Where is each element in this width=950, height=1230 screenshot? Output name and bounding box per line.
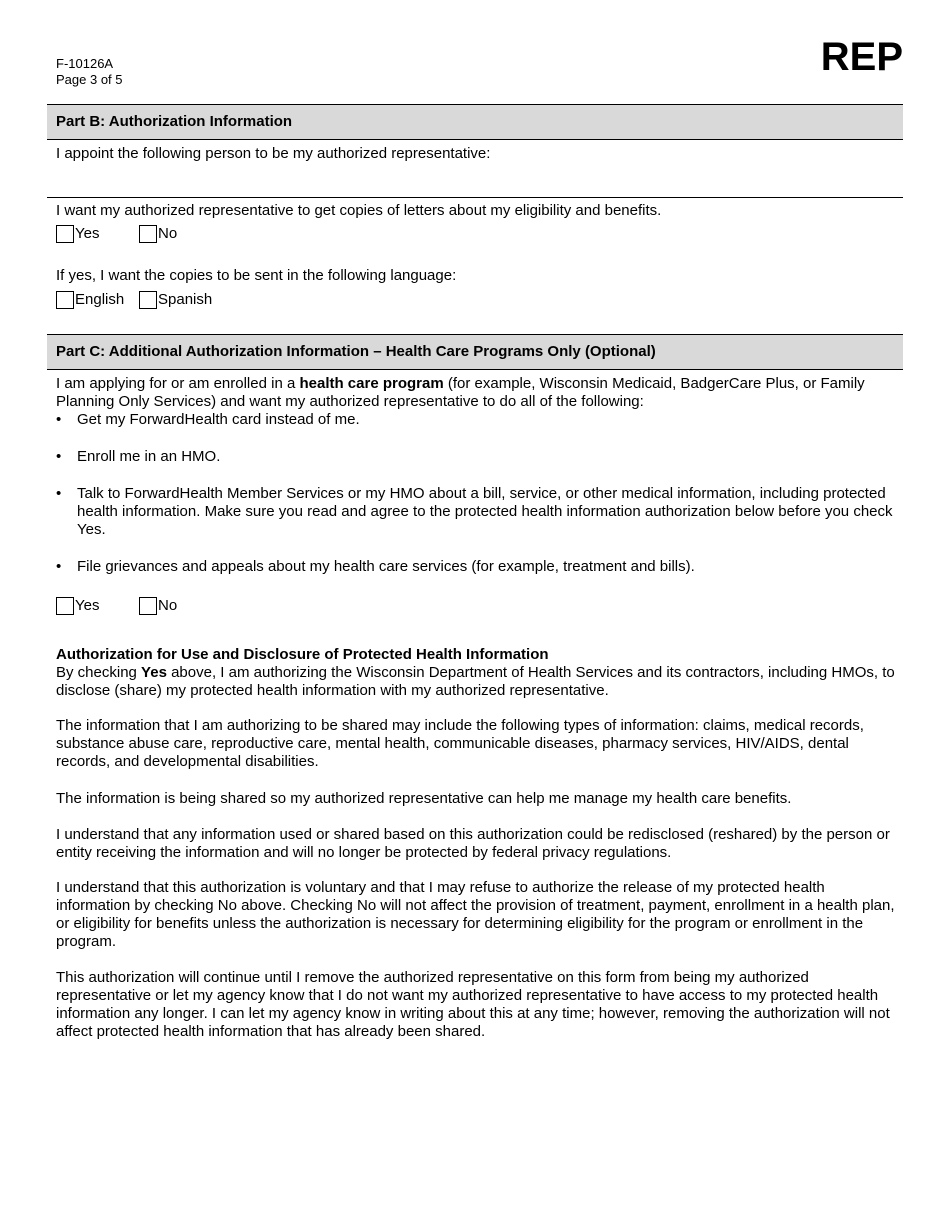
health-care-yes-label: Yes (75, 597, 100, 614)
list-item: • File grievances and appeals about my health care services (for example, treatment and bills). (56, 558, 902, 576)
list-item: • Enroll me in an HMO. (56, 448, 902, 466)
spanish-label: Spanish (158, 291, 213, 308)
phi-heading: Authorization for Use and Disclosure of Protected Health Information (56, 646, 549, 663)
appoint-text: I appoint the following person to be my authorized representative: (56, 145, 491, 162)
english-option[interactable] (56, 291, 139, 309)
phi-paragraph-6: This authorization will continue until I remove the authorized representative on this form from being my authorized representative or let my agency know that I do not want my authorized representative to have access to my protected health information any longer. I can let my agency know in writing about this at any time; however, removing the authorization will not affect protected health information that has already been shared. (56, 969, 890, 1040)
authorization-list (56, 411, 902, 576)
list-item: • Talk to ForwardHealth Member Services or my HMO about a bill, service, or other medical information, including protected health information. Make sure you read and agree to the protected health information authorization below before you check Yes. (56, 485, 902, 539)
health-care-options (56, 596, 177, 616)
spanish-option[interactable] (139, 291, 212, 309)
copies-no-option[interactable] (139, 225, 177, 243)
phi-paragraph-4: I understand that any information used or shared based on this authorization could be redisclosed (reshared) by the person or entity receiving the information and will no longer be protected by federal privacy regulations. (56, 826, 890, 861)
health-care-no-checkbox[interactable] (139, 597, 157, 615)
list-item: • Get my ForwardHealth card instead of me. (56, 411, 902, 429)
copies-no-checkbox[interactable] (139, 225, 157, 243)
health-care-program-term: health care program (299, 375, 444, 392)
phi-p1-start: By checking (56, 664, 142, 681)
health-care-no-label: No (158, 597, 178, 614)
representative-name-line (47, 197, 903, 198)
phi-paragraph-2: The information that I am authorizing to be shared may include the following types of information: claims, medical records, substance abuse care, reproductive care, mental health, communicable diseases, pharmacy services, HIV/AIDS, dental records, and developmental disabilities. (56, 717, 864, 770)
language-options (56, 290, 212, 310)
part-c-intro-end: (for example, Wisconsin Medicaid, BadgerCare Plus, or Family Planning Only Services) and want my authorized representative to do all of the following: (56, 375, 865, 410)
part-c-header: Part C: Additional Authorization Information – Health Care Programs Only (Optional) (47, 334, 903, 370)
copies-no-label: No (158, 225, 178, 242)
english-checkbox[interactable] (56, 291, 74, 309)
phi-paragraph-1 (56, 664, 902, 700)
form-code: REP (820, 35, 903, 79)
form-identifier (56, 56, 123, 88)
part-c-intro-start: I am applying for or am enrolled in a (56, 375, 300, 392)
health-care-no-option[interactable] (139, 597, 177, 615)
english-label: English (75, 291, 125, 308)
phi-p1-yes: Yes (141, 664, 167, 681)
copies-yes-label: Yes (75, 225, 100, 242)
page-number: Page 3 of 5 (56, 72, 123, 87)
part-c-intro (56, 375, 902, 411)
health-care-yes-option[interactable] (56, 597, 139, 615)
part-b-header: Part B: Authorization Information (47, 104, 903, 140)
form-number: F-10126A (56, 56, 114, 71)
phi-paragraph-5: I understand that this authorization is voluntary and that I may refuse to authorize the release of my protected health information by checking No above. Checking No will not affect the provision of treatment, payment, enrollment in a health plan, or eligibility for benefits unless the authorization is necessary for determining eligibility for the program or enrollment in the program. (56, 879, 895, 950)
spanish-checkbox[interactable] (139, 291, 157, 309)
copies-question: I want my authorized representative to get copies of letters about my eligibility and benefits. (56, 202, 662, 219)
language-question: If yes, I want the copies to be sent in the following language: (56, 267, 457, 284)
copies-options (56, 224, 177, 244)
copies-yes-checkbox[interactable] (56, 225, 74, 243)
copies-yes-option[interactable] (56, 225, 139, 243)
phi-paragraph-3: The information is being shared so my authorized representative can help me manage my health care benefits. (56, 790, 792, 807)
health-care-yes-checkbox[interactable] (56, 597, 74, 615)
phi-p1-end: above, I am authorizing the Wisconsin Department of Health Services and its contractors, including HMOs, to disclose (share) my protected health information with my authorized representative. (56, 664, 895, 699)
